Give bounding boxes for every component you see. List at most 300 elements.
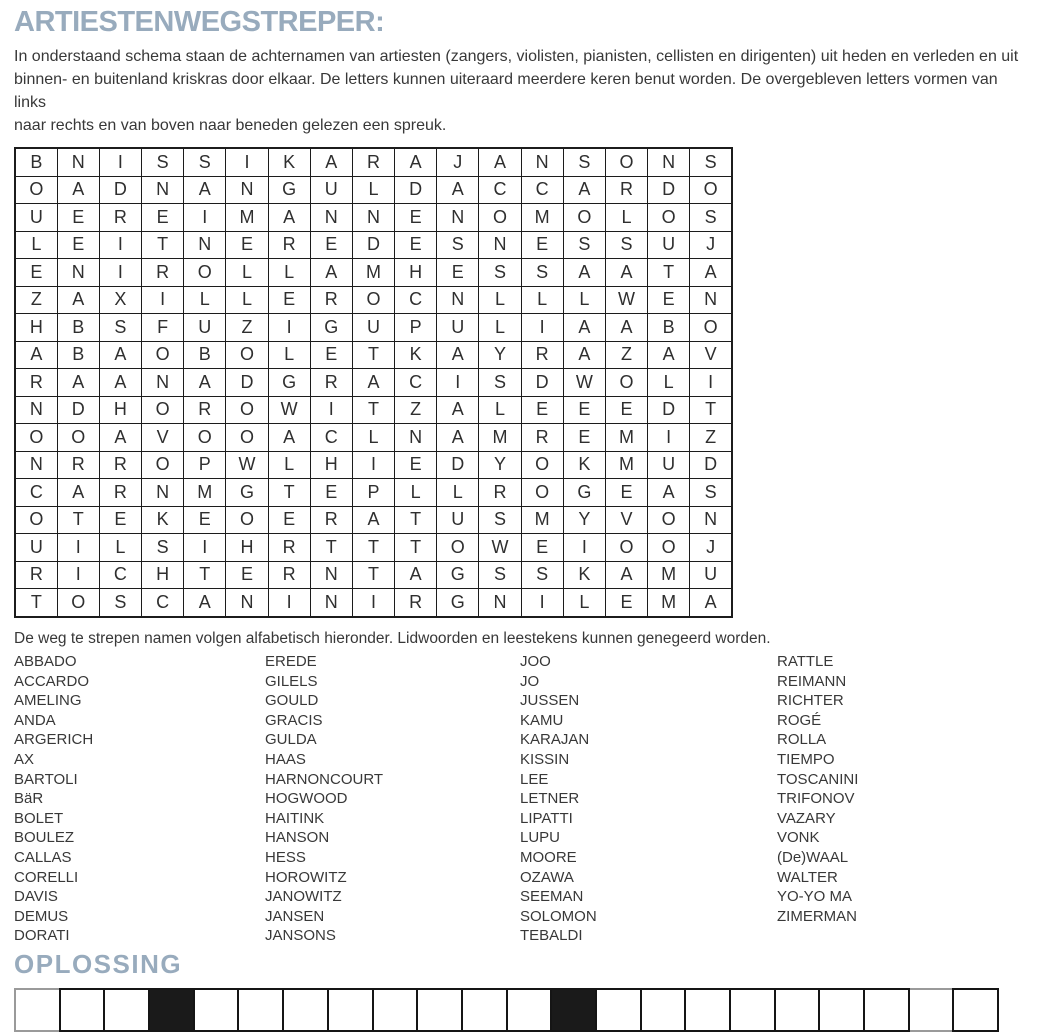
grid-cell-letter: O [648,506,690,534]
grid-cell-letter: G [226,479,268,507]
grid-cell-letter: A [437,396,479,424]
grid-cell-letter: N [142,176,184,204]
grid-cell-letter: N [57,259,99,287]
grid-cell-letter: Y [479,451,521,479]
grid-row [15,561,732,589]
grid-cell-letter: I [648,424,690,452]
grid-cell-letter: A [605,561,647,589]
name-entry: YO-YO MA [777,888,853,906]
name-entry: ABBADO [14,653,77,670]
grid-cell-letter: C [15,479,57,507]
name-entry: AX [14,750,35,768]
grid-cell-letter: E [310,231,352,259]
grid-cell-letter: P [352,479,394,507]
grid-cell-letter: E [521,396,563,424]
name-entry: MOORE [520,848,577,866]
name-entry: ACCARDO [14,672,90,690]
grid-cell-letter: R [310,286,352,314]
grid-cell-letter: S [479,369,521,397]
grid-cell-letter: L [352,424,394,452]
name-entry: JANSEN [265,907,325,925]
names-column [14,652,265,946]
grid-cell-letter: A [268,204,310,232]
grid-cell-letter: E [226,561,268,589]
wordsearch-grid-body [15,148,732,617]
grid-cell-letter: C [479,176,521,204]
grid-cell-letter: T [15,589,57,617]
grid-cell-letter: S [437,231,479,259]
grid-cell-letter: L [479,314,521,342]
grid-cell-letter: U [437,314,479,342]
grid-cell-letter: W [605,286,647,314]
grid-cell-letter: N [15,451,57,479]
name-entry: HOROWITZ [265,868,347,886]
grid-cell-letter: E [605,396,647,424]
grid-cell-letter: U [690,561,732,589]
grid-cell-letter: A [352,369,394,397]
grid-cell-letter: N [310,589,352,617]
grid-cell-letter: T [184,561,226,589]
name-entry: HOGWOOD [265,790,348,808]
grid-cell-letter: U [648,231,690,259]
name-entry: LIPATTI [520,809,573,827]
grid-cell-letter: H [142,561,184,589]
grid-cell-letter: C [395,286,437,314]
grid-cell-letter: S [521,259,563,287]
grid-cell-letter: L [395,479,437,507]
grid-cell-letter: L [184,286,226,314]
name-entry: JO [520,672,540,690]
name-entry: TRIFONOV [777,790,855,808]
grid-cell-letter: E [57,231,99,259]
grid-cell-letter: S [563,231,605,259]
grid-cell-letter: N [184,231,226,259]
grid-cell-letter: I [99,148,141,176]
name-entry: GULDA [265,731,317,749]
grid-cell-letter: N [521,148,563,176]
name-entry: KARAJAN [520,731,590,749]
grid-cell-letter: A [563,176,605,204]
grid-cell-letter: N [690,286,732,314]
grid-cell-letter: R [99,479,141,507]
grid-cell-letter: T [57,506,99,534]
grid-cell-letter: L [15,231,57,259]
grid-cell-letter: T [352,561,394,589]
grid-row [15,451,732,479]
name-entry: VONK [777,829,820,847]
grid-cell-letter: I [521,314,563,342]
grid-cell-letter: K [268,148,310,176]
grid-cell-letter: V [605,506,647,534]
grid-cell-letter: D [226,369,268,397]
name-entry: LUPU [520,829,561,847]
grid-cell-letter: R [521,424,563,452]
grid-cell-letter: M [226,204,268,232]
name-entry: (De)WAAL [777,848,849,866]
names-note: De weg te strepen namen volgen alfabetisch hieronder. Lidwoorden en leestekens kunnen genegeerd worden. [14,630,771,647]
name-entry: JOO [520,653,551,670]
name-entry: KISSIN [520,750,570,768]
grid-cell-letter: A [352,506,394,534]
grid-cell-letter: A [690,589,732,617]
grid-cell-letter: A [563,259,605,287]
name-entry: OZAWA [520,868,574,886]
grid-cell-letter: T [310,534,352,562]
grid-cell-letter: K [563,561,605,589]
grid-cell-letter: I [268,314,310,342]
grid-cell-letter: T [395,506,437,534]
grid-cell-letter: M [605,451,647,479]
solution-box [372,988,419,1032]
grid-cell-letter: E [57,204,99,232]
grid-cell-letter: S [142,534,184,562]
grid-cell-letter: I [99,259,141,287]
grid-cell-letter: O [142,451,184,479]
grid-row [15,176,732,204]
solution-heading: OPLOSSING [14,948,183,979]
grid-cell-letter: O [142,341,184,369]
grid-cell-letter: G [268,369,310,397]
grid-row [15,506,732,534]
grid-cell-letter: O [15,506,57,534]
grid-cell-letter: I [268,589,310,617]
name-entry: RATTLE [777,653,834,670]
grid-cell-letter: N [479,589,521,617]
grid-cell-letter: S [563,148,605,176]
grid-cell-letter: A [563,314,605,342]
grid-cell-letter: N [690,506,732,534]
grid-cell-letter: A [15,341,57,369]
grid-cell-letter: L [605,204,647,232]
grid-cell-letter: F [142,314,184,342]
grid-cell-letter: B [648,314,690,342]
grid-cell-letter: E [563,396,605,424]
grid-cell-letter: E [268,286,310,314]
grid-cell-letter: A [605,259,647,287]
grid-cell-letter: O [521,451,563,479]
grid-cell-letter: D [521,369,563,397]
grid-cell-letter: U [437,506,479,534]
grid-cell-letter: W [226,451,268,479]
grid-cell-letter: R [184,396,226,424]
solution-box [640,988,687,1032]
grid-cell-letter: L [563,286,605,314]
grid-cell-letter: A [437,341,479,369]
solution-box-separator [148,988,195,1032]
grid-row [15,286,732,314]
grid-cell-letter: E [99,506,141,534]
grid-cell-letter: L [99,534,141,562]
grid-cell-letter: E [226,231,268,259]
grid-cell-letter: E [395,231,437,259]
grid-cell-letter: O [57,424,99,452]
grid-cell-letter: I [352,589,394,617]
grid-cell-letter: N [437,286,479,314]
grid-cell-letter: O [57,589,99,617]
solution-box [863,988,910,1032]
grid-cell-letter: A [479,148,521,176]
grid-cell-letter: T [268,479,310,507]
name-entry: GRACIS [265,711,323,729]
grid-cell-letter: T [395,534,437,562]
grid-row [15,231,732,259]
grid-row [15,204,732,232]
grid-cell-letter: U [15,534,57,562]
grid-cell-letter: V [142,424,184,452]
grid-cell-letter: N [395,424,437,452]
grid-cell-letter: R [268,561,310,589]
grid-cell-letter: W [563,369,605,397]
grid-cell-letter: E [142,204,184,232]
solution-box [818,988,865,1032]
grid-cell-letter: N [352,204,394,232]
grid-cell-letter: O [479,204,521,232]
grid-cell-letter: C [142,589,184,617]
grid-cell-letter: R [479,479,521,507]
grid-cell-letter: I [310,396,352,424]
grid-cell-letter: U [184,314,226,342]
grid-cell-letter: O [605,148,647,176]
grid-cell-letter: R [521,341,563,369]
grid-cell-letter: M [521,204,563,232]
grid-cell-letter: J [437,148,479,176]
grid-cell-letter: L [226,259,268,287]
grid-cell-letter: O [226,506,268,534]
grid-cell-letter: Y [479,341,521,369]
name-entry: REIMANN [777,672,847,690]
grid-cell-letter: Y [563,506,605,534]
grid-cell-letter: R [395,589,437,617]
grid-cell-letter: D [648,176,690,204]
intro-line: naar rechts en van boven naar beneden gelezen een spreuk. [14,117,447,134]
grid-row [15,479,732,507]
name-entry: ROGÉ [777,711,822,729]
grid-cell-letter: A [395,561,437,589]
grid-cell-letter: M [605,424,647,452]
grid-cell-letter: O [226,396,268,424]
solution-box [461,988,508,1032]
grid-cell-letter: S [690,204,732,232]
grid-cell-letter: G [563,479,605,507]
grid-cell-letter: A [99,341,141,369]
grid-cell-letter: E [521,231,563,259]
grid-cell-letter: H [15,314,57,342]
grid-cell-letter: O [521,479,563,507]
grid-cell-letter: N [142,479,184,507]
grid-cell-letter: A [437,176,479,204]
solution-box [684,988,731,1032]
grid-cell-letter: O [15,424,57,452]
grid-cell-letter: A [310,259,352,287]
grid-cell-letter: R [15,561,57,589]
grid-cell-letter: R [310,369,352,397]
name-entry: SEEMAN [520,888,584,906]
grid-cell-letter: E [395,451,437,479]
grid-row [15,369,732,397]
grid-cell-letter: O [648,204,690,232]
grid-cell-letter: B [15,148,57,176]
grid-cell-letter: A [563,341,605,369]
grid-cell-letter: A [437,424,479,452]
grid-cell-letter: R [268,231,310,259]
name-entry: SOLOMON [520,907,597,925]
name-entry: BäR [14,790,44,808]
name-entry: JANOWITZ [265,888,342,906]
grid-cell-letter: O [605,369,647,397]
name-entry: ZIMERMAN [777,907,857,925]
grid-row [15,534,732,562]
solution-box [729,988,776,1032]
grid-cell-letter: L [563,589,605,617]
grid-cell-letter: I [184,204,226,232]
solution-box-separator [550,988,597,1032]
grid-cell-letter: A [57,369,99,397]
grid-cell-letter: G [437,589,479,617]
solution-boxes [14,988,999,1032]
puzzle-page [0,6,1038,1032]
grid-cell-letter: Z [395,396,437,424]
grid-cell-letter: O [352,286,394,314]
name-entry: DAVIS [14,888,58,906]
grid-row [15,424,732,452]
grid-cell-letter: E [521,534,563,562]
name-entry: DEMUS [14,907,69,925]
names-column [265,652,520,946]
name-entry: HARNONCOURT [265,770,384,788]
grid-cell-letter: O [690,314,732,342]
grid-cell-letter: T [690,396,732,424]
grid-cell-letter: O [605,534,647,562]
name-entry: EREDE [265,653,317,670]
grid-cell-letter: R [57,451,99,479]
grid-cell-letter: G [310,314,352,342]
grid-cell-letter: I [142,286,184,314]
intro-line: binnen- en buitenland kriskras door elkaar. De letters kunnen uiteraard meerdere keren benut worden. De overgebleven letters vormen van links [14,71,998,111]
grid-cell-letter: I [563,534,605,562]
grid-cell-letter: W [268,396,310,424]
grid-cell-letter: B [57,341,99,369]
grid-cell-letter: L [479,286,521,314]
grid-cell-letter: N [310,204,352,232]
grid-cell-letter: X [99,286,141,314]
grid-cell-letter: L [521,286,563,314]
grid-cell-letter: M [352,259,394,287]
name-entry: BARTOLI [14,770,78,788]
grid-cell-letter: G [437,561,479,589]
grid-cell-letter: S [479,506,521,534]
grid-cell-letter: T [352,534,394,562]
grid-cell-letter: T [352,396,394,424]
grid-cell-letter: S [690,148,732,176]
grid-cell-letter: V [690,341,732,369]
grid-cell-letter: L [268,451,310,479]
name-entry: LETNER [520,790,580,808]
grid-cell-letter: N [437,204,479,232]
grid-cell-letter: M [184,479,226,507]
grid-cell-letter: B [184,341,226,369]
grid-cell-letter: I [352,451,394,479]
grid-cell-letter: Z [226,314,268,342]
grid-cell-letter: N [479,231,521,259]
grid-cell-letter: H [226,534,268,562]
solution-box [774,988,821,1032]
grid-cell-letter: Z [605,341,647,369]
grid-cell-letter: W [479,534,521,562]
grid-cell-letter: A [57,286,99,314]
grid-cell-letter: D [57,396,99,424]
grid-cell-letter: M [521,506,563,534]
grid-cell-letter: S [184,148,226,176]
solution-box [952,988,999,1032]
name-entry: GOULD [265,692,319,710]
name-entry: AMELING [14,692,82,710]
grid-cell-letter: Z [15,286,57,314]
grid-cell-letter: S [690,479,732,507]
grid-cell-letter: L [226,286,268,314]
grid-cell-letter: S [521,561,563,589]
grid-cell-letter: K [395,341,437,369]
name-entry: HANSON [265,829,330,847]
grid-cell-letter: T [352,341,394,369]
name-entry: DORATI [14,927,70,945]
grid-cell-letter: E [605,479,647,507]
name-entry: TEBALDI [520,927,583,945]
grid-cell-letter: E [605,589,647,617]
wordsearch-grid [14,147,733,618]
name-entry: ROLLA [777,731,827,749]
grid-cell-letter: L [268,341,310,369]
name-entry: TOSCANINI [777,770,859,788]
name-entry: GILELS [265,672,318,690]
name-entry: BOULEZ [14,829,75,847]
grid-cell-letter: J [690,231,732,259]
names-list [14,652,1024,946]
grid-cell-letter: S [99,314,141,342]
page-title: ARTIESTENWEGSTREPER: [14,6,385,38]
name-entry: LEE [520,770,549,788]
solution-box [506,988,553,1032]
grid-cell-letter: O [226,341,268,369]
name-entry: TIEMPO [777,750,835,768]
grid-cell-letter: C [310,424,352,452]
grid-cell-letter: L [437,479,479,507]
grid-cell-letter: D [352,231,394,259]
grid-cell-letter: S [142,148,184,176]
name-entry: CALLAS [14,848,72,866]
solution-box [282,988,329,1032]
grid-cell-letter: N [226,176,268,204]
grid-cell-letter: U [15,204,57,232]
grid-cell-letter: I [99,231,141,259]
grid-cell-letter: Z [690,424,732,452]
grid-row [15,148,732,176]
grid-cell-letter: A [184,369,226,397]
grid-cell-letter: N [226,589,268,617]
grid-cell-letter: A [184,589,226,617]
grid-cell-letter: R [310,506,352,534]
grid-cell-letter: O [142,396,184,424]
grid-cell-letter: R [142,259,184,287]
grid-cell-letter: T [648,259,690,287]
grid-cell-letter: E [310,479,352,507]
grid-cell-letter: L [352,176,394,204]
grid-cell-letter: O [184,259,226,287]
grid-cell-letter: A [605,314,647,342]
grid-cell-letter: I [437,369,479,397]
grid-cell-letter: A [690,259,732,287]
grid-cell-letter: N [142,369,184,397]
grid-cell-letter: A [99,369,141,397]
